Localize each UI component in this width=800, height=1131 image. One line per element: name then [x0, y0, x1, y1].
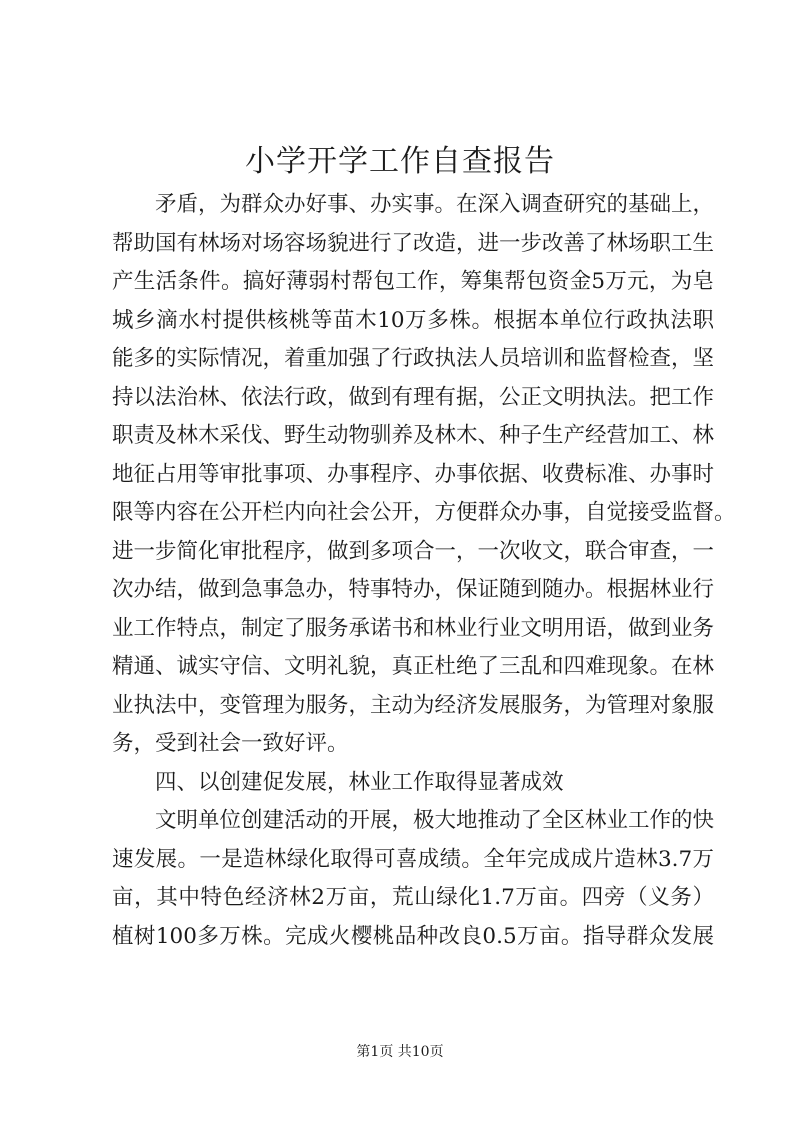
- text-line: 进一步简化审批程序，做到多项合一，一次收文，联合审查，一: [112, 538, 715, 564]
- text-line: 次办结，做到急事急办，特事特办，保证随到随办。根据林业行: [112, 577, 715, 602]
- text-line: 限等内容在公开栏内向社会公开，方便群众办事，自觉接受监督。: [112, 500, 736, 525]
- document-body: [112, 186, 736, 956]
- text-line: 文明单位创建活动的开展，极大地推动了全区林业工作的快: [155, 808, 715, 833]
- text-line: 城乡滴水村提供核桃等苗木10万多株。根据本单位行政执法职: [112, 307, 714, 333]
- text-line: 亩，其中特色经济林2万亩，荒山绿化1.7万亩。四旁（义务）: [112, 885, 714, 910]
- text-line: 业工作特点，制定了服务承诺书和林业行业文明用语，做到业务: [112, 615, 715, 641]
- text-line: 矛盾，为群众办好事、办实事。在深入调查研究的基础上，: [155, 192, 715, 217]
- text-line: 能多的实际情况，着重加强了行政执法人员培训和监督检查，坚: [112, 346, 715, 371]
- section-heading: 四、以创建促发展，林业工作取得显著成效: [155, 769, 564, 795]
- text-line: 业执法中，变管理为服务，主动为经济发展服务，为管理对象服: [112, 692, 715, 718]
- page-footer: 第1页 共10页: [356, 1044, 444, 1060]
- text-line: 帮助国有林场对场容场貌进行了改造，进一步改善了林场职工生: [112, 230, 715, 256]
- text-line: 速发展。一是造林绿化取得可喜成绩。全年完成成片造林3.7万: [112, 846, 714, 872]
- text-line: 地征占用等审批事项、办事程序、办事依据、收费标准、办事时: [112, 461, 715, 487]
- text-line: 产生活条件。搞好薄弱村帮包工作，筹集帮包资金5万元，为皂: [112, 269, 714, 294]
- text-line: 职责及林木采伐、野生动物驯养及林木、种子生产经营加工、林: [112, 423, 715, 448]
- text-line: 持以法治林、依法行政，做到有理有据，公正文明执法。把工作: [112, 384, 715, 410]
- text-line: 务，受到社会一致好评。: [112, 731, 349, 756]
- text-line: 植树100多万株。完成火樱桃品种改良0.5万亩。指导群众发展: [112, 923, 714, 949]
- document-title: 小学开学工作自查报告: [245, 144, 555, 179]
- text-line: 精通、诚实守信、文明礼貌，真正杜绝了三乱和四难现象。在林: [112, 654, 715, 679]
